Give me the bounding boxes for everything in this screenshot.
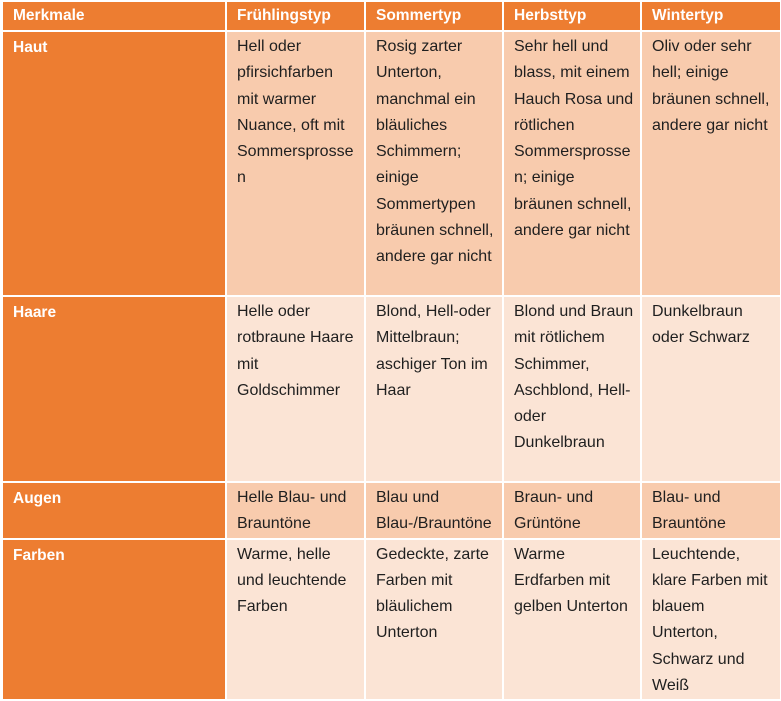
header-sommertyp: Sommertyp — [365, 1, 503, 31]
cell-haut-wintertyp: Oliv oder sehr hell; einige bräunen schnell, andere gar nicht — [641, 31, 781, 296]
cell-haut-sommertyp: Rosig zarter Unterton, manchmal ein bläuliches Schimmern; einige Sommertypen bräunen schnell, andere gar nicht — [365, 31, 503, 296]
cell-farben-herbsttyp: Warme Erdfarben mit gelben Unterton — [503, 539, 641, 701]
table-row-farben — [2, 539, 781, 701]
cell-farben-sommertyp: Gedeckte, zarte Farben mit bläulichem Unterton — [365, 539, 503, 701]
header-wintertyp: Wintertyp — [641, 1, 781, 31]
row-label-augen: Augen — [2, 482, 226, 539]
table-row-augen — [2, 482, 781, 539]
header-fruehlingstyp: Frühlingstyp — [226, 1, 365, 31]
cell-farben-wintertyp: Leuchtende, klare Farben mit blauem Unterton, Schwarz und Weiß — [641, 539, 781, 701]
table-row-haut — [2, 31, 781, 296]
row-label-haare: Haare — [2, 296, 226, 482]
cell-augen-fruehlingstyp: Helle Blau- und Brauntöne — [226, 482, 365, 539]
row-label-haut: Haut — [2, 31, 226, 296]
cell-farben-fruehlingstyp: Warme, helle und leuchtende Farben — [226, 539, 365, 701]
cell-augen-wintertyp: Blau- und Brauntöne — [641, 482, 781, 539]
cell-haare-herbsttyp: Blond und Braun mit rötlichem Schimmer, Aschblond, Hell- oder Dunkelbraun — [503, 296, 641, 482]
cell-haut-herbsttyp: Sehr hell und blass, mit einem Hauch Rosa und rötlichen Sommersprossen; einige bräunen schnell, andere gar nicht — [503, 31, 641, 296]
cell-augen-sommertyp: Blau und Blau-/Brauntöne — [365, 482, 503, 539]
cell-haare-sommertyp: Blond, Hell-oder Mittelbraun; aschiger Ton im Haar — [365, 296, 503, 482]
table-body — [2, 31, 781, 700]
cell-haare-fruehlingstyp: Helle oder rotbraune Haare mit Goldschimmer — [226, 296, 365, 482]
table-row-haare — [2, 296, 781, 482]
header-row — [2, 1, 781, 31]
cell-haut-fruehlingstyp: Hell oder pfirsichfarben mit warmer Nuance, oft mit Sommersprossen — [226, 31, 365, 296]
cell-augen-herbsttyp: Braun- und Grüntöne — [503, 482, 641, 539]
row-label-farben: Farben — [2, 539, 226, 701]
header-merkmale: Merkmale — [2, 1, 226, 31]
table-header — [2, 1, 781, 31]
header-herbsttyp: Herbsttyp — [503, 1, 641, 31]
color-type-table — [1, 0, 781, 701]
cell-haare-wintertyp: Dunkelbraun oder Schwarz — [641, 296, 781, 482]
